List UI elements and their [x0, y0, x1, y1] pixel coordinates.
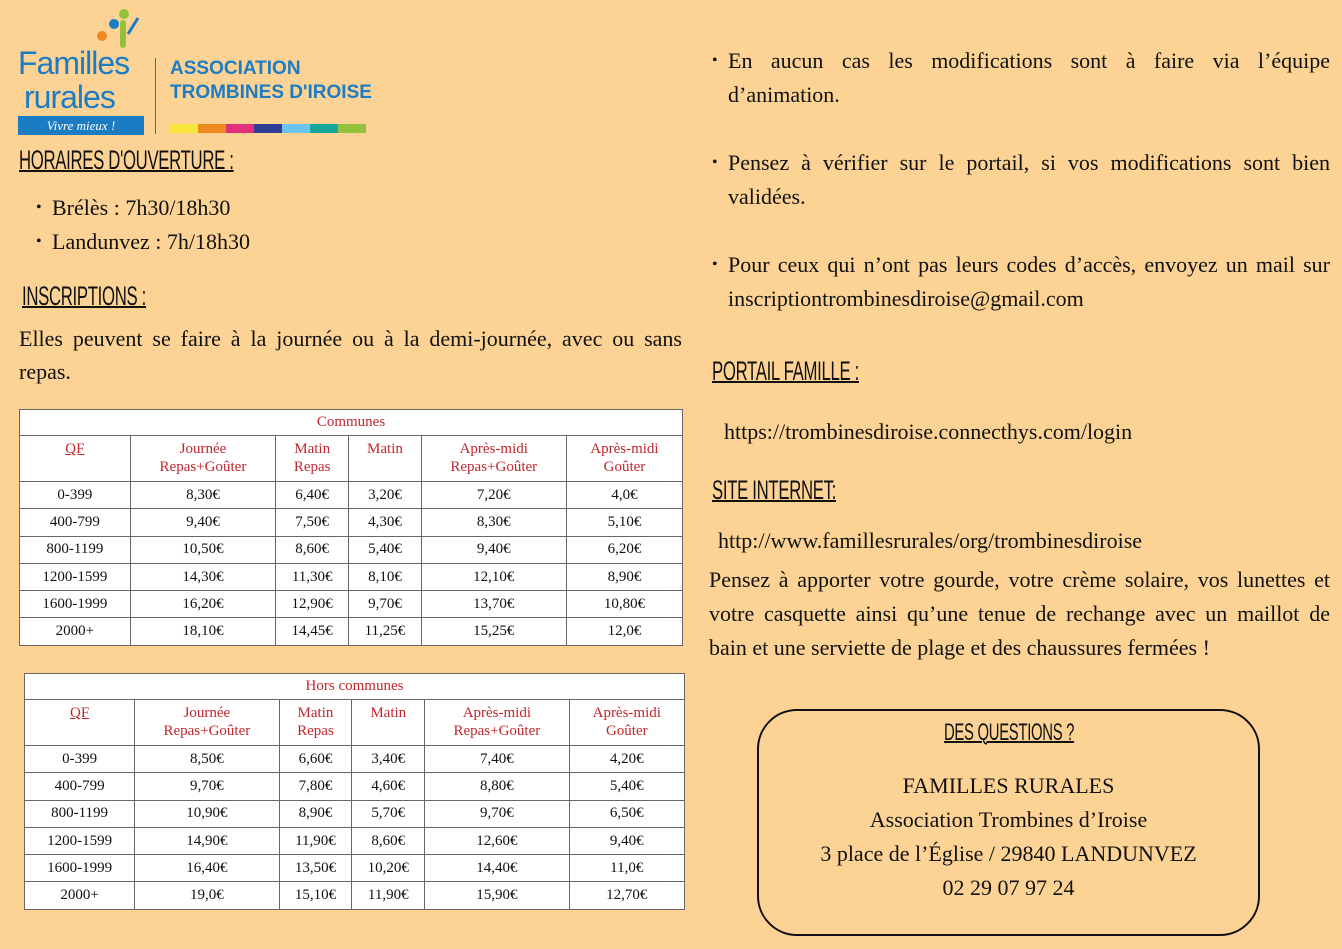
table-title: Hors communes [25, 674, 685, 700]
table-cell: 8,30€ [130, 482, 275, 509]
table-cell: 10,20€ [352, 855, 425, 882]
table-cell: 800-1199 [20, 536, 131, 563]
contact-name: FAMILLES RURALES [902, 773, 1115, 798]
table-cell: 0-399 [20, 482, 131, 509]
horaires-title: HORAIRES D'OUVERTURE : [19, 145, 234, 175]
table-cell: 11,90€ [352, 882, 425, 909]
column-header [25, 700, 135, 746]
table-cell: 8,90€ [279, 800, 352, 827]
column-header-line2: Repas+Goûter [453, 723, 541, 739]
table-cell: 14,90€ [135, 827, 279, 854]
column-header-line2: Repas+Goûter [163, 723, 251, 739]
table-cell: 1600-1999 [20, 591, 131, 618]
table-row [20, 482, 683, 509]
table-cell: 9,40€ [421, 536, 566, 563]
contact-assoc: Association Trombines d’Iroise [869, 807, 1148, 832]
notes-list [706, 44, 1330, 316]
table-cell: 1600-1999 [25, 855, 135, 882]
table-row [20, 563, 683, 590]
column-header-line2: Repas+Goûter [450, 459, 538, 475]
table-cell: 12,10€ [421, 563, 566, 590]
portail-title: PORTAIL FAMILLE : [712, 356, 859, 386]
stripe-segment [310, 124, 338, 133]
table-cell: 8,60€ [352, 827, 425, 854]
table-cell: 9,40€ [569, 827, 684, 854]
table-row [20, 536, 683, 563]
table-title: Communes [20, 410, 683, 436]
table-cell: 1200-1599 [20, 563, 131, 590]
table-cell: 6,50€ [569, 800, 684, 827]
table-cell: 19,0€ [135, 882, 279, 909]
table-cell: 400-799 [25, 773, 135, 800]
stripe-segment [170, 124, 198, 133]
table-row [20, 591, 683, 618]
table-row [25, 773, 685, 800]
table-cell: 4,60€ [352, 773, 425, 800]
table-cell: 7,80€ [279, 773, 352, 800]
logo-tagline: Vivre mieux ! [18, 116, 144, 135]
table-cell: 4,30€ [349, 509, 421, 536]
table-row [20, 509, 683, 536]
logo-line1: Familles [18, 45, 130, 81]
table-hors-communes [24, 673, 685, 910]
table-cell: 2000+ [20, 618, 131, 645]
table-cell: 12,90€ [276, 591, 349, 618]
table-cell: 3,20€ [349, 482, 421, 509]
table-cell: 18,10€ [130, 618, 275, 645]
column-header-line1: Matin [367, 441, 403, 457]
table-cell: 11,30€ [276, 563, 349, 590]
table-cell: 400-799 [20, 509, 131, 536]
column-header [566, 436, 682, 482]
column-header [421, 436, 566, 482]
table-cell: 10,80€ [566, 591, 682, 618]
logo-figures-icon [78, 8, 148, 48]
column-header [425, 700, 569, 746]
column-header-line1: Matin [370, 705, 407, 721]
table-cell: 15,10€ [279, 882, 352, 909]
table-cell: 5,10€ [566, 509, 682, 536]
table-cell: 5,70€ [352, 800, 425, 827]
table-cell: 6,20€ [566, 536, 682, 563]
table-cell: 15,90€ [425, 882, 569, 909]
inscriptions-title: INSCRIPTIONS : [22, 281, 147, 311]
table-cell: 10,90€ [135, 800, 279, 827]
table-row [25, 882, 685, 909]
column-header [276, 436, 349, 482]
horaires-item: • Brélès : 7h30/18h30 [30, 191, 250, 225]
table-cell: 7,20€ [421, 482, 566, 509]
table-cell: 8,90€ [566, 563, 682, 590]
contact-box [757, 709, 1260, 936]
table-row [25, 827, 685, 854]
table-cell: 12,60€ [425, 827, 569, 854]
stripe-segment [254, 124, 282, 133]
column-header-line2: Repas [297, 723, 334, 739]
column-header [569, 700, 684, 746]
column-header-line2: Goûter [603, 459, 646, 475]
stripe-segment [338, 124, 366, 133]
table-header-row [20, 436, 683, 482]
column-header [135, 700, 279, 746]
table-cell: 9,40€ [130, 509, 275, 536]
column-header-line1: QF [65, 441, 85, 457]
logo-line2: rurales [24, 79, 115, 115]
column-header-line2: Goûter [605, 723, 648, 739]
logo [18, 8, 372, 136]
table-header-row [25, 700, 685, 746]
column-header-line1: Journée [183, 705, 231, 721]
site-title: SITE INTERNET: [712, 475, 837, 505]
column-header-line1: QF [69, 705, 90, 721]
table-cell: 0-399 [25, 746, 135, 773]
table-row [25, 800, 685, 827]
site-link[interactable]: http://www.famillesrurales/org/trombinesdiroise [718, 528, 1143, 553]
table-cell: 16,20€ [130, 591, 275, 618]
table-row [25, 855, 685, 882]
column-header-line2: Repas [293, 459, 331, 475]
note-item: • Pour ceux qui n’ont pas leurs codes d’accès, envoyez un mail sur inscriptiontrombinesdiroise@gmail.com [706, 248, 1330, 316]
color-stripe [170, 124, 366, 133]
note-item: • En aucun cas les modifications sont à faire via l’équipe d’animation. [706, 44, 1330, 112]
note-item: • Pensez à vérifier sur le portail, si vos modifications sont bien validées. [706, 146, 1330, 214]
table-cell: 6,60€ [279, 746, 352, 773]
table-cell: 10,50€ [130, 536, 275, 563]
column-header [279, 700, 352, 746]
column-header-line1: Après-midi [590, 441, 659, 457]
table-cell: 13,70€ [421, 591, 566, 618]
contact-title: DES QUESTIONS ? [944, 719, 1075, 746]
table-cell: 4,20€ [569, 746, 684, 773]
column-header-line1: Après-midi [592, 705, 661, 721]
contact-address: 3 place de l’Église / 29840 LANDUNVEZ [820, 841, 1197, 866]
table-cell: 14,45€ [276, 618, 349, 645]
column-header-line2: Repas+Goûter [159, 459, 247, 475]
column-header-line1: Matin [297, 705, 334, 721]
table-cell: 11,90€ [279, 827, 352, 854]
table-communes [19, 409, 683, 646]
table-cell: 11,0€ [569, 855, 684, 882]
table-cell: 8,60€ [276, 536, 349, 563]
table-cell: 3,40€ [352, 746, 425, 773]
horaires-item: • Landunvez : 7h/18h30 [30, 225, 250, 259]
table-row [20, 618, 683, 645]
table-cell: 7,40€ [425, 746, 569, 773]
stripe-segment [226, 124, 254, 133]
table-cell: 16,40€ [135, 855, 279, 882]
table-cell: 1200-1599 [25, 827, 135, 854]
reminder-text: Pensez à apporter votre gourde, votre crème solaire, vos lunettes et votre casquette ainsi qu’une tenue de rechange avec un maillot de bain et une serviette de plage et des chaussures fermées ! [709, 567, 1330, 660]
table-cell: 8,50€ [135, 746, 279, 773]
table-title-row [25, 674, 685, 700]
table-cell: 6,40€ [276, 482, 349, 509]
inscriptions-text: Elles peuvent se faire à la journée ou à la demi-journée, avec ou sans repas. [19, 326, 682, 384]
table-cell: 7,50€ [276, 509, 349, 536]
table-cell: 5,40€ [569, 773, 684, 800]
table-cell: 5,40€ [349, 536, 421, 563]
column-header-line1: Matin [294, 441, 331, 457]
table-row [25, 746, 685, 773]
table-cell: 12,0€ [566, 618, 682, 645]
table-cell: 11,25€ [349, 618, 421, 645]
table-cell: 9,70€ [425, 800, 569, 827]
column-header-line1: Après-midi [459, 441, 528, 457]
table-title-row [20, 410, 683, 436]
assoc-line1: ASSOCIATION [170, 58, 301, 79]
table-cell: 14,30€ [130, 563, 275, 590]
table-cell: 4,0€ [566, 482, 682, 509]
table-cell: 8,80€ [425, 773, 569, 800]
stripe-segment [282, 124, 310, 133]
table-cell: 13,50€ [279, 855, 352, 882]
table-cell: 2000+ [25, 882, 135, 909]
table-cell: 9,70€ [349, 591, 421, 618]
assoc-line2: TROMBINES D'IROISE [170, 82, 372, 103]
table-cell: 15,25€ [421, 618, 566, 645]
portail-link[interactable]: https://trombinesdiroise.connecthys.com/login [724, 419, 1133, 444]
table-cell: 8,30€ [421, 509, 566, 536]
horaires-list [30, 191, 250, 259]
column-header-line1: Après-midi [462, 705, 532, 721]
column-header [352, 700, 425, 746]
stripe-segment [198, 124, 226, 133]
table-cell: 9,70€ [135, 773, 279, 800]
table-cell: 800-1199 [25, 800, 135, 827]
column-header [130, 436, 275, 482]
contact-phone: 02 29 07 97 24 [942, 875, 1075, 900]
column-header [349, 436, 421, 482]
table-cell: 8,10€ [349, 563, 421, 590]
table-cell: 14,40€ [425, 855, 569, 882]
column-header-line1: Journée [179, 441, 227, 457]
column-header [20, 436, 131, 482]
table-cell: 12,70€ [569, 882, 684, 909]
